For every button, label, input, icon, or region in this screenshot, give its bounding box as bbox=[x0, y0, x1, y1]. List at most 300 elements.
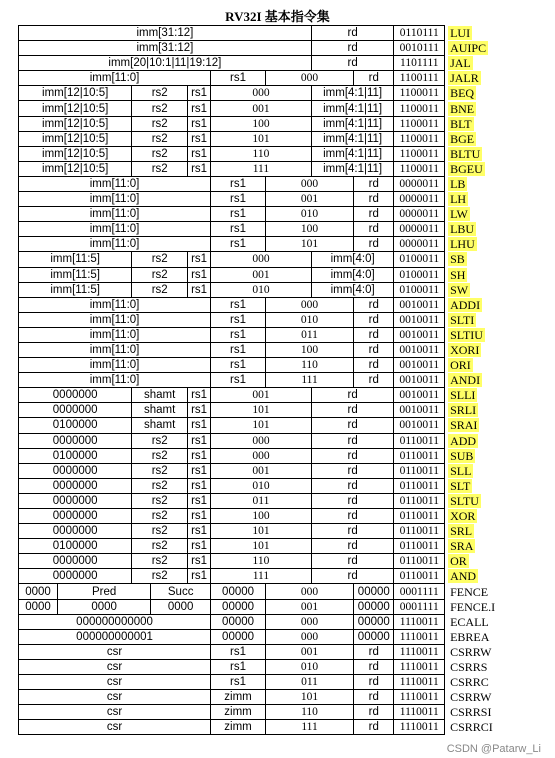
table-cell: rs2 bbox=[132, 478, 188, 493]
instruction-label: ORI bbox=[450, 358, 471, 373]
table-cell: 100 bbox=[265, 342, 353, 357]
table-cell: 0110011 bbox=[394, 448, 445, 463]
table-cell: rs1 bbox=[211, 207, 266, 222]
table-row bbox=[19, 493, 555, 508]
table-cell: 0010011 bbox=[394, 373, 445, 388]
table-cell: imm[4:1|11] bbox=[311, 116, 394, 131]
table-cell: shamt bbox=[132, 388, 188, 403]
instruction-name bbox=[445, 237, 506, 252]
instruction-label: XOR bbox=[450, 509, 476, 524]
instruction-label: SLTI bbox=[450, 312, 475, 327]
table-cell: 100 bbox=[211, 509, 312, 524]
table-row bbox=[19, 116, 555, 131]
table-cell: rs2 bbox=[132, 161, 188, 176]
table-cell: 0100000 bbox=[19, 448, 132, 463]
table-cell: Succ bbox=[151, 584, 211, 599]
instruction-label: ANDI bbox=[450, 373, 481, 388]
instruction-label: SLTU bbox=[450, 493, 479, 508]
table-cell: rs1 bbox=[211, 327, 266, 342]
table-cell: 0100000 bbox=[19, 418, 132, 433]
instruction-label: AND bbox=[450, 569, 477, 584]
table-cell: 000 bbox=[265, 584, 353, 599]
table-cell: 0000011 bbox=[394, 222, 445, 237]
table-cell: 0110011 bbox=[394, 463, 445, 478]
table-cell: rd bbox=[311, 418, 394, 433]
table-cell: 000 bbox=[265, 629, 353, 644]
table-cell: 0000011 bbox=[394, 176, 445, 191]
table-cell: 0010011 bbox=[394, 358, 445, 373]
table-cell: 000 bbox=[265, 71, 353, 86]
table-cell: 100 bbox=[265, 222, 353, 237]
instruction-name bbox=[445, 463, 506, 478]
table-row bbox=[19, 629, 555, 644]
table-cell: 00000 bbox=[211, 584, 266, 599]
instruction-label: LUI bbox=[450, 26, 471, 41]
table-cell: 010 bbox=[211, 282, 312, 297]
table-row bbox=[19, 252, 555, 267]
table-cell: rs1 bbox=[188, 554, 211, 569]
table-cell: imm[20|10:1|11|19:12] bbox=[19, 56, 312, 71]
instruction-label: FENCE.I bbox=[450, 599, 496, 614]
table-cell: imm[4:1|11] bbox=[311, 161, 394, 176]
table-cell: imm[31:12] bbox=[19, 26, 312, 41]
table-cell: 000 bbox=[265, 614, 353, 629]
table-cell: imm[4:1|11] bbox=[311, 146, 394, 161]
instruction-name bbox=[445, 644, 506, 659]
table-cell: rs1 bbox=[188, 478, 211, 493]
instruction-label: SLT bbox=[450, 478, 471, 493]
table-cell: 1100011 bbox=[394, 146, 445, 161]
instruction-label: LB bbox=[450, 176, 466, 191]
table-cell: rs2 bbox=[132, 267, 188, 282]
table-cell: 0000011 bbox=[394, 207, 445, 222]
table-cell: 110 bbox=[265, 705, 353, 720]
table-cell: 0001111 bbox=[394, 599, 445, 614]
table-cell: rs1 bbox=[188, 146, 211, 161]
table-row bbox=[19, 207, 555, 222]
table-cell: rs1 bbox=[211, 297, 266, 312]
table-cell: 001 bbox=[211, 101, 312, 116]
table-row bbox=[19, 509, 555, 524]
instruction-label: EBREA bbox=[450, 629, 490, 644]
instruction-name bbox=[445, 327, 506, 342]
table-cell: rs2 bbox=[132, 86, 188, 101]
table-cell: 0000 bbox=[19, 584, 58, 599]
table-cell: imm[11:0] bbox=[19, 297, 211, 312]
table-cell: rd bbox=[311, 463, 394, 478]
table-cell: rs1 bbox=[188, 403, 211, 418]
table-cell: rs2 bbox=[132, 282, 188, 297]
instruction-label: BLT bbox=[450, 116, 472, 131]
table-cell: rd bbox=[354, 297, 394, 312]
table-cell: 0000000 bbox=[19, 493, 132, 508]
instruction-label: ADDI bbox=[450, 297, 481, 312]
table-row bbox=[19, 644, 555, 659]
table-row bbox=[19, 448, 555, 463]
table-cell: imm[4:1|11] bbox=[311, 101, 394, 116]
table-cell: rs1 bbox=[211, 192, 266, 207]
instruction-name bbox=[445, 176, 506, 191]
table-cell: 101 bbox=[211, 418, 312, 433]
instruction-label: LH bbox=[450, 192, 467, 207]
table-row bbox=[19, 675, 555, 690]
table-cell: imm[11:0] bbox=[19, 342, 211, 357]
table-cell: imm[11:0] bbox=[19, 192, 211, 207]
table-cell: rs2 bbox=[132, 146, 188, 161]
table-cell: zimm bbox=[211, 690, 266, 705]
table-row bbox=[19, 539, 555, 554]
table-row bbox=[19, 282, 555, 297]
table-cell: 001 bbox=[265, 599, 353, 614]
table-row bbox=[19, 101, 555, 116]
table-cell: 1101111 bbox=[394, 56, 445, 71]
instruction-name bbox=[445, 297, 506, 312]
table-cell: 000000000000 bbox=[19, 614, 211, 629]
table-cell: 101 bbox=[211, 539, 312, 554]
table-cell: imm[4:1|11] bbox=[311, 131, 394, 146]
instruction-label: ECALL bbox=[450, 614, 489, 629]
table-row bbox=[19, 554, 555, 569]
table-cell: 010 bbox=[265, 207, 353, 222]
table-cell: rd bbox=[354, 705, 394, 720]
table-cell: 000 bbox=[211, 448, 312, 463]
instruction-label: SRLI bbox=[450, 403, 477, 418]
table-cell: rd bbox=[354, 373, 394, 388]
table-cell: imm[11:0] bbox=[19, 222, 211, 237]
table-cell: rd bbox=[354, 312, 394, 327]
table-cell: 000000000001 bbox=[19, 629, 211, 644]
table-cell: 00000 bbox=[354, 599, 394, 614]
table-cell: rs1 bbox=[188, 267, 211, 282]
table-cell: 0110011 bbox=[394, 509, 445, 524]
table-cell: imm[12|10:5] bbox=[19, 86, 132, 101]
table-cell: 101 bbox=[265, 237, 353, 252]
table-cell: rs1 bbox=[188, 161, 211, 176]
instruction-name bbox=[445, 161, 506, 176]
instruction-name bbox=[445, 131, 506, 146]
table-cell: rs2 bbox=[132, 131, 188, 146]
table-row bbox=[19, 237, 555, 252]
table-cell: 0001111 bbox=[394, 584, 445, 599]
table-cell: imm[4:1|11] bbox=[311, 86, 394, 101]
table-cell: 0010011 bbox=[394, 297, 445, 312]
instruction-name bbox=[445, 614, 506, 629]
table-cell: 1100011 bbox=[394, 131, 445, 146]
instruction-name bbox=[445, 509, 506, 524]
table-cell: 0110011 bbox=[394, 539, 445, 554]
table-cell: 0010011 bbox=[394, 327, 445, 342]
table-cell: csr bbox=[19, 644, 211, 659]
table-cell: rd bbox=[311, 433, 394, 448]
instruction-name bbox=[445, 26, 506, 41]
table-cell: 0110011 bbox=[394, 569, 445, 584]
table-row bbox=[19, 41, 555, 56]
table-cell: rd bbox=[311, 509, 394, 524]
table-row bbox=[19, 524, 555, 539]
instruction-name bbox=[445, 222, 506, 237]
table-row bbox=[19, 388, 555, 403]
table-cell: 0010111 bbox=[394, 41, 445, 56]
table-cell: 1100011 bbox=[394, 161, 445, 176]
table-cell: rs1 bbox=[188, 524, 211, 539]
table-cell: 000 bbox=[265, 297, 353, 312]
table-cell: 0110011 bbox=[394, 524, 445, 539]
table-cell: 1100011 bbox=[394, 101, 445, 116]
table-cell: 011 bbox=[211, 493, 312, 508]
instruction-name bbox=[445, 720, 506, 735]
instruction-name bbox=[445, 478, 506, 493]
table-row bbox=[19, 161, 555, 176]
table-cell: imm[12|10:5] bbox=[19, 161, 132, 176]
table-cell: 111 bbox=[211, 569, 312, 584]
table-cell: 00000 bbox=[211, 599, 266, 614]
table-cell: rd bbox=[354, 192, 394, 207]
instruction-label: FENCE bbox=[450, 584, 489, 599]
instruction-table bbox=[18, 25, 555, 735]
table-cell: rd bbox=[354, 644, 394, 659]
table-cell: rd bbox=[354, 207, 394, 222]
instruction-name bbox=[445, 629, 506, 644]
table-cell: rs1 bbox=[211, 222, 266, 237]
table-cell: 1100011 bbox=[394, 116, 445, 131]
table-cell: rs1 bbox=[188, 418, 211, 433]
instruction-name bbox=[445, 690, 506, 705]
table-cell: rs2 bbox=[132, 463, 188, 478]
table-cell: rs1 bbox=[188, 86, 211, 101]
table-cell: rs2 bbox=[132, 493, 188, 508]
table-cell: imm[11:5] bbox=[19, 252, 132, 267]
table-cell: rs2 bbox=[132, 433, 188, 448]
table-cell: 110 bbox=[211, 554, 312, 569]
instruction-label: BGEU bbox=[450, 161, 483, 176]
table-cell: 111 bbox=[265, 373, 353, 388]
table-cell: 101 bbox=[211, 403, 312, 418]
instruction-name bbox=[445, 312, 506, 327]
table-cell: imm[11:0] bbox=[19, 327, 211, 342]
table-cell: imm[11:5] bbox=[19, 267, 132, 282]
table-cell: rd bbox=[311, 56, 394, 71]
table-cell: rd bbox=[354, 675, 394, 690]
table-cell: imm[12|10:5] bbox=[19, 146, 132, 161]
table-row bbox=[19, 463, 555, 478]
table-cell: rd bbox=[354, 71, 394, 86]
instruction-name bbox=[445, 554, 506, 569]
table-row bbox=[19, 418, 555, 433]
instruction-name bbox=[445, 388, 506, 403]
instruction-label: SRL bbox=[450, 524, 473, 539]
table-cell: rs1 bbox=[188, 493, 211, 508]
table-cell: rs1 bbox=[188, 116, 211, 131]
instruction-label: SRAI bbox=[450, 418, 478, 433]
table-cell: 111 bbox=[265, 720, 353, 735]
instruction-name bbox=[445, 192, 506, 207]
instruction-label: XORI bbox=[450, 343, 480, 358]
table-cell: rs1 bbox=[211, 358, 266, 373]
table-row bbox=[19, 720, 555, 735]
table-cell: rd bbox=[311, 554, 394, 569]
table-cell: rs1 bbox=[211, 373, 266, 388]
table-cell: 0110111 bbox=[394, 26, 445, 41]
table-cell: rs1 bbox=[188, 131, 211, 146]
table-cell: rs2 bbox=[132, 554, 188, 569]
instruction-label: JALR bbox=[450, 71, 479, 86]
table-cell: 110 bbox=[265, 358, 353, 373]
table-cell: 101 bbox=[265, 690, 353, 705]
instruction-label: BLTU bbox=[450, 146, 481, 161]
instruction-label: ADD bbox=[450, 433, 477, 448]
table-cell: rs2 bbox=[132, 116, 188, 131]
table-cell: 010 bbox=[265, 312, 353, 327]
table-cell: imm[11:0] bbox=[19, 71, 211, 86]
table-cell: 00000 bbox=[211, 614, 266, 629]
table-cell: 0000000 bbox=[19, 433, 132, 448]
table-cell: 111 bbox=[211, 161, 312, 176]
table-cell: rs2 bbox=[132, 524, 188, 539]
table-cell: rd bbox=[311, 403, 394, 418]
table-cell: 0000 bbox=[58, 599, 151, 614]
instruction-name bbox=[445, 569, 506, 584]
table-cell: 0010011 bbox=[394, 342, 445, 357]
table-cell: 001 bbox=[265, 192, 353, 207]
instruction-label: CSRRW bbox=[450, 644, 492, 659]
instruction-name bbox=[445, 56, 506, 71]
instruction-name bbox=[445, 433, 506, 448]
table-cell: 011 bbox=[265, 327, 353, 342]
table-cell: 001 bbox=[211, 463, 312, 478]
table-cell: rd bbox=[354, 720, 394, 735]
table-cell: 00000 bbox=[354, 614, 394, 629]
table-cell: shamt bbox=[132, 403, 188, 418]
table-cell: rs2 bbox=[132, 448, 188, 463]
table-cell: 0000000 bbox=[19, 509, 132, 524]
table-cell: 000 bbox=[211, 86, 312, 101]
table-row bbox=[19, 614, 555, 629]
instruction-name bbox=[445, 599, 506, 614]
table-cell: 1100011 bbox=[394, 86, 445, 101]
table-cell: rd bbox=[354, 358, 394, 373]
table-cell: 0010011 bbox=[394, 388, 445, 403]
instruction-name bbox=[445, 524, 506, 539]
table-cell: rs2 bbox=[132, 101, 188, 116]
instruction-label: CSRRS bbox=[450, 659, 488, 674]
table-cell: rs1 bbox=[188, 448, 211, 463]
instruction-name bbox=[445, 252, 506, 267]
instruction-name bbox=[445, 282, 506, 297]
table-cell: csr bbox=[19, 675, 211, 690]
table-row bbox=[19, 478, 555, 493]
table-cell: 010 bbox=[211, 478, 312, 493]
table-cell: rs1 bbox=[211, 644, 266, 659]
table-cell: rd bbox=[311, 26, 394, 41]
table-cell: 000 bbox=[211, 252, 312, 267]
table-cell: imm[4:0] bbox=[311, 282, 394, 297]
table-cell: rd bbox=[311, 478, 394, 493]
table-row bbox=[19, 146, 555, 161]
instruction-name bbox=[445, 659, 506, 674]
table-cell: 1110011 bbox=[394, 675, 445, 690]
table-cell: imm[11:0] bbox=[19, 358, 211, 373]
table-cell: imm[11:0] bbox=[19, 237, 211, 252]
table-cell: 1100111 bbox=[394, 71, 445, 86]
table-cell: imm[12|10:5] bbox=[19, 116, 132, 131]
table-cell: rd bbox=[354, 342, 394, 357]
instruction-label: SUB bbox=[450, 448, 474, 463]
table-cell: 101 bbox=[211, 524, 312, 539]
instruction-name bbox=[445, 146, 506, 161]
instruction-name bbox=[445, 207, 506, 222]
table-cell: 1110011 bbox=[394, 644, 445, 659]
table-row bbox=[19, 373, 555, 388]
table-row bbox=[19, 569, 555, 584]
table-cell: imm[11:0] bbox=[19, 207, 211, 222]
table-cell: rd bbox=[354, 690, 394, 705]
instruction-label: CSRRCI bbox=[450, 720, 493, 735]
table-row bbox=[19, 659, 555, 674]
table-cell: rd bbox=[354, 327, 394, 342]
instruction-label: SW bbox=[450, 282, 469, 297]
table-cell: 00000 bbox=[354, 629, 394, 644]
instruction-label: AUIPC bbox=[450, 41, 487, 56]
instruction-label: BGE bbox=[450, 131, 475, 146]
table-cell: csr bbox=[19, 705, 211, 720]
instruction-name bbox=[445, 705, 506, 720]
table-cell: imm[4:0] bbox=[311, 252, 394, 267]
table-cell: rd bbox=[311, 539, 394, 554]
instruction-label: SRA bbox=[450, 539, 474, 554]
instruction-name bbox=[445, 358, 506, 373]
table-cell: 0100011 bbox=[394, 267, 445, 282]
table-row bbox=[19, 584, 555, 599]
instruction-label: SLTIU bbox=[450, 327, 483, 342]
table-cell: rd bbox=[311, 524, 394, 539]
table-cell: 110 bbox=[211, 146, 312, 161]
table-cell: imm[31:12] bbox=[19, 41, 312, 56]
table-cell: 0110011 bbox=[394, 478, 445, 493]
table-cell: 001 bbox=[265, 644, 353, 659]
table-row bbox=[19, 71, 555, 86]
table-cell: imm[11:0] bbox=[19, 176, 211, 191]
table-cell: 100 bbox=[211, 116, 312, 131]
table-cell: 0000000 bbox=[19, 388, 132, 403]
table-cell: rs2 bbox=[132, 509, 188, 524]
table-row bbox=[19, 312, 555, 327]
table-cell: rs1 bbox=[188, 282, 211, 297]
instruction-name bbox=[445, 41, 506, 56]
watermark: CSDN @Patarw_Li bbox=[446, 743, 541, 755]
instruction-label: SLLI bbox=[450, 388, 476, 403]
table-cell: 0000 bbox=[19, 599, 58, 614]
table-cell: 1110011 bbox=[394, 690, 445, 705]
table-cell: rs2 bbox=[132, 539, 188, 554]
table-cell: 0100011 bbox=[394, 282, 445, 297]
table-cell: 0000 bbox=[151, 599, 211, 614]
table-cell: 0100000 bbox=[19, 539, 132, 554]
table-cell: 101 bbox=[211, 131, 312, 146]
instruction-name bbox=[445, 101, 506, 116]
table-cell: 00000 bbox=[211, 629, 266, 644]
table-cell: 0100011 bbox=[394, 252, 445, 267]
table-cell: rs1 bbox=[211, 659, 266, 674]
table-cell: imm[11:0] bbox=[19, 373, 211, 388]
table-cell: 011 bbox=[265, 675, 353, 690]
instruction-name bbox=[445, 342, 506, 357]
table-cell: imm[12|10:5] bbox=[19, 131, 132, 146]
table-cell: Pred bbox=[58, 584, 151, 599]
table-cell: rd bbox=[354, 222, 394, 237]
table-cell: 0000000 bbox=[19, 403, 132, 418]
table-row bbox=[19, 56, 555, 71]
instruction-label: CSRRSI bbox=[450, 705, 492, 720]
